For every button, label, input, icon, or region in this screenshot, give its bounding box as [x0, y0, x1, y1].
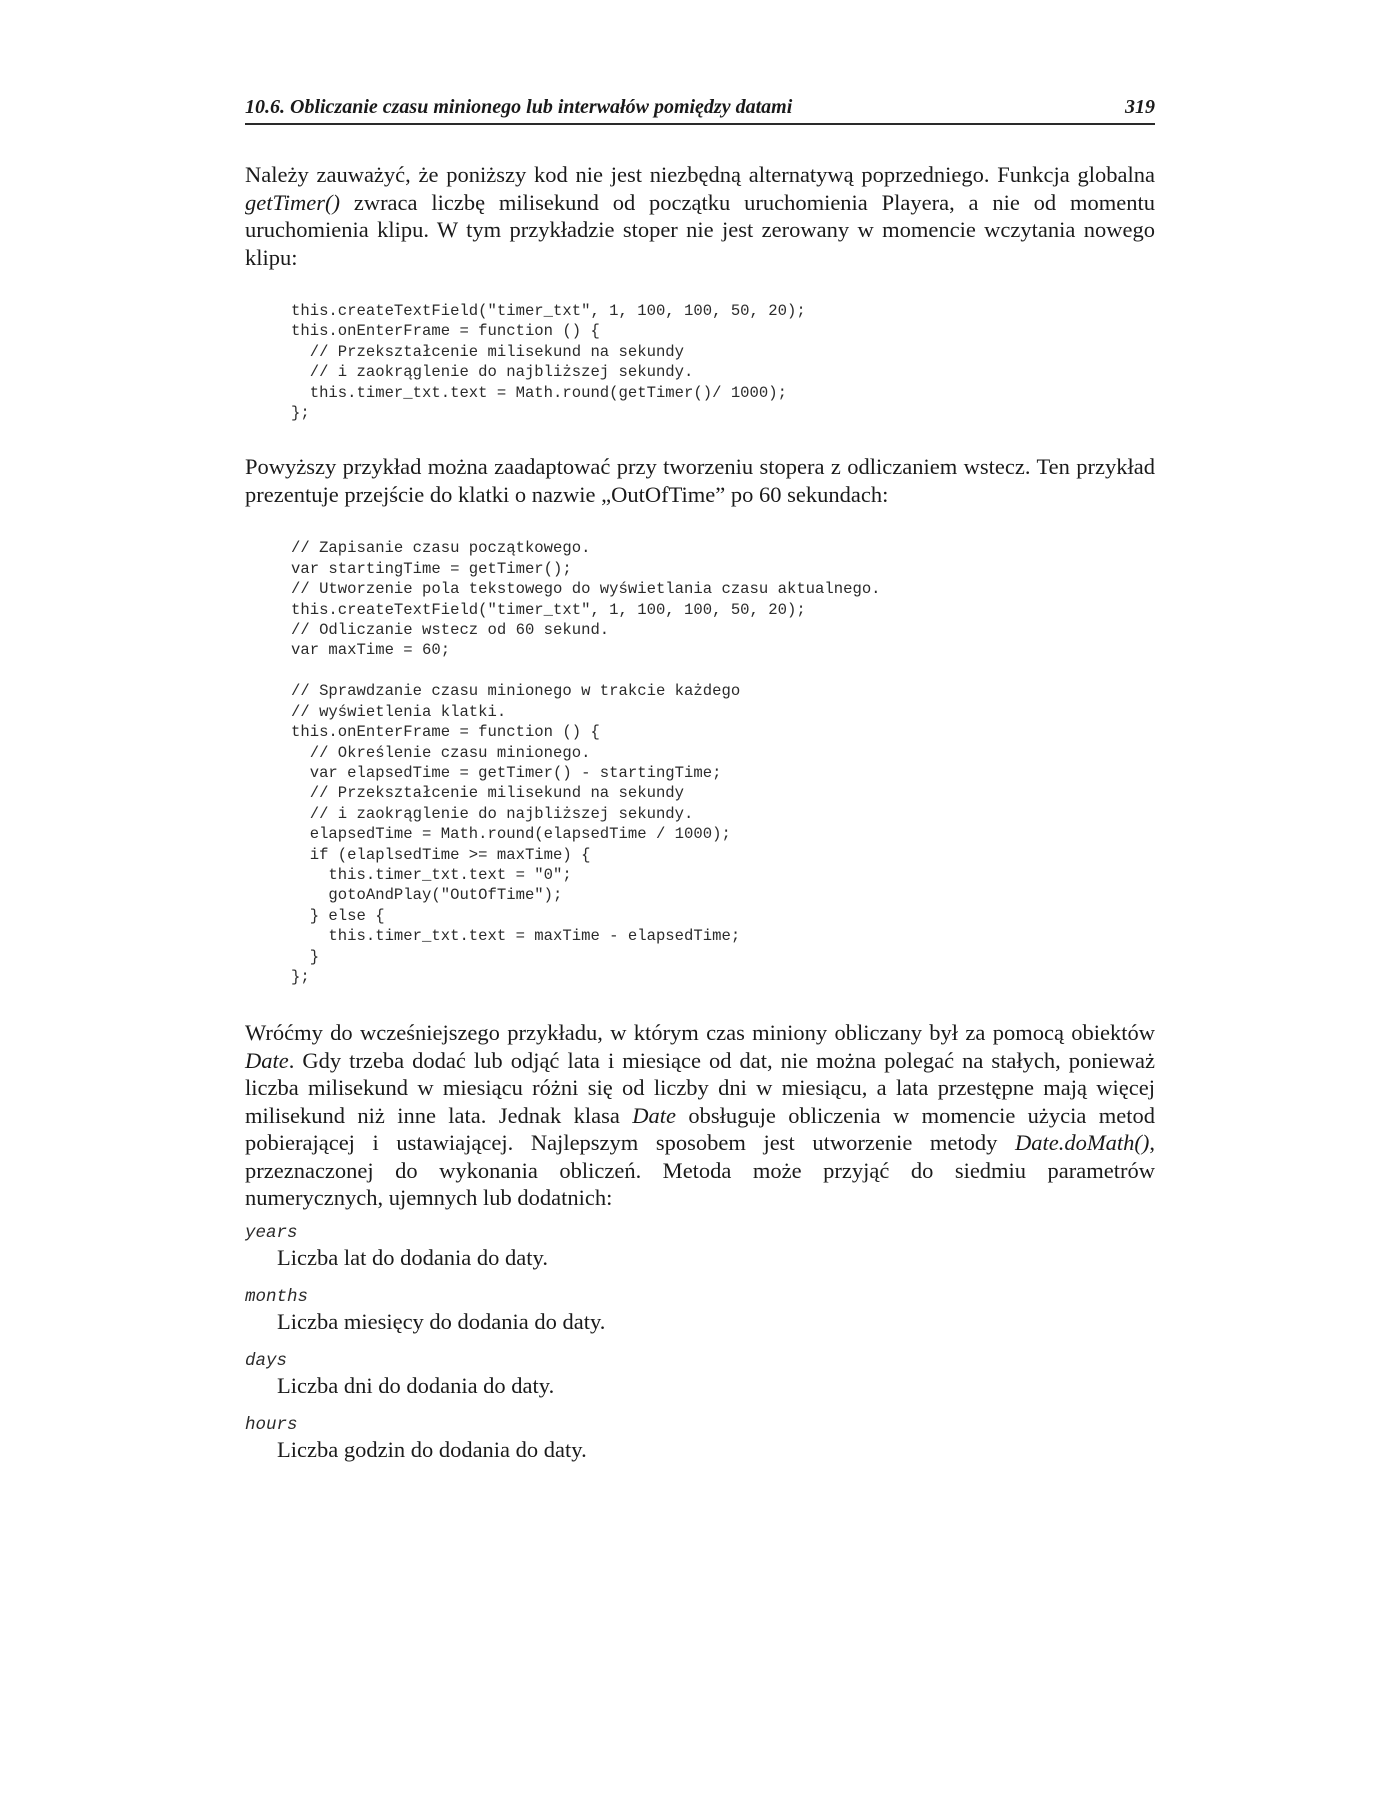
paragraph-intro: Należy zauważyć, że poniższy kod nie jest niezbędną alternatywą poprzedniego. Funkcja globalna getTimer() zwraca liczbę milisekund od początku uruchomienia Playera, a nie od momentu uruchomienia klipu. W tym przykładzie stoper nie jest zerowany w momencie wczytania nowego klipu: — [245, 162, 1155, 270]
parameter-term: hours — [245, 1414, 298, 1435]
chapter-title: 10.6. Obliczanie czasu minionego lub interwałów pomiędzy datami — [245, 96, 793, 118]
parameter-term: years — [245, 1222, 298, 1243]
inline-function-name: getTimer() — [245, 189, 340, 215]
parameter-description: Liczba miesięcy do dodania do daty. — [277, 1308, 606, 1334]
code-listing-timer: this.createTextField("timer_txt", 1, 100, 100, 50, 20); this.onEnterFrame = function () { // Przekształcenie milisekund na sekundy // i zaokrąglenie do najbliższej sekundy. this.timer_txt.text = Math.round(getTimer()/ 1000); }; — [291, 302, 806, 423]
parameter-description: Liczba godzin do dodania do daty. — [277, 1436, 587, 1462]
code-listing-countdown: // Zapisanie czasu początkowego. var startingTime = getTimer(); // Utworzenie pola tekstowego do wyświetlania czasu aktualnego. this.createTextField("timer_txt", 1, 100, 100, 50, 20); // Odliczanie wstecz od 60 sekund. var maxTime = 60; // Sprawdzanie czasu minionego w trakcie każdego // wyświetlenia klatki. this.onEnterFrame = function () { // Określenie czasu minionego. var elapsedTime = getTimer() - startingTime; // Przekształcenie milisekund na sekundy // i zaokrąglenie do najbliższej sekundy. elapsedTime = Math.round(elapsedTime / 1000); if (elaplsedTime >= maxTime) { this.timer_txt.text = "0"; gotoAndPlay("OutOfTime"); } else { this.timer_txt.text = maxTime - elapsedTime; } }; — [291, 539, 881, 986]
parameter-term: months — [245, 1286, 309, 1307]
parameter-description: Liczba lat do dodania do daty. — [277, 1244, 548, 1270]
parameter-term: days — [245, 1350, 288, 1371]
parameter-description: Liczba dni do dodania do daty. — [277, 1372, 555, 1398]
parameter-list — [245, 1222, 1155, 1464]
page-number: 319 — [1125, 96, 1155, 118]
inline-class-name: Date — [245, 1047, 289, 1073]
paragraph-date-math: Wróćmy do wcześniejszego przykładu, w którym czas miniony obliczany był za pomocą obiektów Date. Gdy trzeba dodać lub odjąć lata i miesiące od dat, nie można polegać na stałych, ponieważ liczba milisekund w miesiącu różni się od liczby dni w miesiącu, a lata przestępne mają więcej milisekund niż inne lata. Jednak klasa Date obsługuje obliczenia w momencie użycia metod pobierającej i ustawiającej. Najlepszym sposobem jest utworzenie metody Date.doMath(), przeznaczonej do wykonania obliczeń. Metoda może przyjąć do siedmiu parametrów numerycznych, ujemnych lub dodatnich: — [245, 1020, 1155, 1211]
paragraph-countdown: Powyższy przykład można zaadaptować przy tworzeniu stopera z odliczaniem wstecz. Ten przykład prezentuje przejście do klatki o nazwie „OutOfTime” po 60 sekundach: — [245, 454, 1155, 507]
running-header — [245, 96, 1155, 125]
inline-method-name: Date.doMath() — [1015, 1130, 1150, 1156]
book-page — [245, 96, 1155, 1478]
inline-class-name: Date — [632, 1102, 676, 1128]
